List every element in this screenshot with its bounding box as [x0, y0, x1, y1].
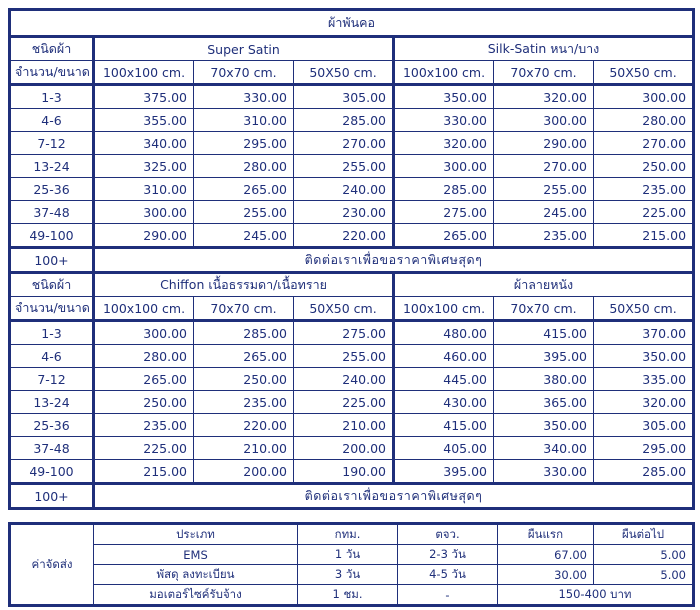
shipping-cell: 30.00: [498, 565, 594, 585]
shipping-row: [10, 565, 694, 585]
price-cell: 235.00: [594, 178, 694, 201]
price-cell: 280.00: [194, 155, 294, 178]
price-cell: 395.00: [494, 345, 594, 368]
price-cell: 240.00: [294, 178, 394, 201]
price-cell: 255.00: [294, 155, 394, 178]
shipping-cell: EMS: [94, 545, 298, 565]
price-row: [10, 132, 694, 155]
price-cell: 220.00: [194, 414, 294, 437]
size-header: 70x70 cm.: [494, 61, 594, 85]
price-cell: 350.00: [494, 414, 594, 437]
price-cell: 245.00: [494, 201, 594, 224]
price-cell: 305.00: [294, 85, 394, 109]
price-table: [8, 8, 695, 510]
qty-range: 13-24: [10, 391, 94, 414]
size-header-row: [10, 297, 694, 321]
shipping-header: กทม.: [298, 524, 398, 545]
shipping-row-moto: [10, 585, 694, 606]
shipping-cell: 5.00: [594, 565, 694, 585]
size-header: 100x100 cm.: [394, 61, 494, 85]
price-cell: 300.00: [494, 109, 594, 132]
price-row: [10, 391, 694, 414]
price-cell: 445.00: [394, 368, 494, 391]
price-cell: 250.00: [594, 155, 694, 178]
fabric-name-b: Silk-Satin หนา/บาง: [394, 37, 694, 61]
qty-size-label: จำนวน/ขนาด: [10, 297, 94, 321]
size-header-row: [10, 61, 694, 85]
shipping-header: ผืนต่อไป: [594, 524, 694, 545]
shipping-cell: 1 ชม.: [298, 585, 398, 606]
price-row: [10, 155, 694, 178]
contact-row: [10, 484, 694, 509]
price-cell: 325.00: [94, 155, 194, 178]
price-cell: 270.00: [494, 155, 594, 178]
size-header: 100x100 cm.: [394, 297, 494, 321]
size-header: 50X50 cm.: [294, 297, 394, 321]
price-row: [10, 321, 694, 345]
fabric-header-row: [10, 273, 694, 297]
price-cell: 285.00: [594, 460, 694, 484]
fabric-name-a: Chiffon เนื้อธรรมดา/เนื้อทราย: [94, 273, 394, 297]
fabric-name-b: ผ้าลายหนัง: [394, 273, 694, 297]
price-cell: 230.00: [294, 201, 394, 224]
price-cell: 215.00: [94, 460, 194, 484]
price-cell: 305.00: [594, 414, 694, 437]
price-cell: 295.00: [194, 132, 294, 155]
price-cell: 245.00: [194, 224, 294, 248]
qty-range: 49-100: [10, 224, 94, 248]
qty-range: 25-36: [10, 414, 94, 437]
price-cell: 265.00: [194, 178, 294, 201]
price-cell: 190.00: [294, 460, 394, 484]
price-cell: 210.00: [294, 414, 394, 437]
price-cell: 365.00: [494, 391, 594, 414]
shipping-label: ค่าจัดส่ง: [10, 524, 94, 606]
price-cell: 415.00: [494, 321, 594, 345]
qty-range: 37-48: [10, 201, 94, 224]
price-cell: 370.00: [594, 321, 694, 345]
fabric-header-row: [10, 37, 694, 61]
shipping-cell: 3 วัน: [298, 565, 398, 585]
qty-range: 1-3: [10, 85, 94, 109]
size-header: 50X50 cm.: [594, 61, 694, 85]
price-cell: 275.00: [294, 321, 394, 345]
shipping-cell: 4-5 วัน: [398, 565, 498, 585]
price-row: [10, 201, 694, 224]
price-cell: 270.00: [594, 132, 694, 155]
contact-qty: 100+: [10, 248, 94, 273]
shipping-cell: มอเตอร์ไซค์รับจ้าง: [94, 585, 298, 606]
price-cell: 285.00: [294, 109, 394, 132]
price-cell: 280.00: [594, 109, 694, 132]
price-cell: 355.00: [94, 109, 194, 132]
price-row: [10, 178, 694, 201]
qty-range: 4-6: [10, 109, 94, 132]
price-cell: 250.00: [194, 368, 294, 391]
price-cell: 380.00: [494, 368, 594, 391]
price-cell: 220.00: [294, 224, 394, 248]
price-cell: 280.00: [94, 345, 194, 368]
price-row: [10, 437, 694, 460]
shipping-cell: 2-3 วัน: [398, 545, 498, 565]
price-row: [10, 414, 694, 437]
price-row: [10, 460, 694, 484]
price-cell: 255.00: [294, 345, 394, 368]
price-cell: 430.00: [394, 391, 494, 414]
price-row: [10, 345, 694, 368]
price-cell: 330.00: [494, 460, 594, 484]
price-cell: 235.00: [494, 224, 594, 248]
price-cell: 320.00: [494, 85, 594, 109]
shipping-table: [8, 522, 695, 607]
price-cell: 350.00: [394, 85, 494, 109]
size-header: 50X50 cm.: [294, 61, 394, 85]
price-cell: 255.00: [194, 201, 294, 224]
contact-text: ติดต่อเราเพื่อขอราคาพิเศษสุดๆ: [94, 248, 694, 273]
price-cell: 265.00: [394, 224, 494, 248]
qty-range: 1-3: [10, 321, 94, 345]
shipping-cell: 67.00: [498, 545, 594, 565]
price-cell: 275.00: [394, 201, 494, 224]
qty-range: 7-12: [10, 368, 94, 391]
qty-size-label: จำนวน/ขนาด: [10, 61, 94, 85]
price-cell: 225.00: [594, 201, 694, 224]
qty-range: 7-12: [10, 132, 94, 155]
title-row: [10, 10, 694, 37]
price-cell: 330.00: [194, 85, 294, 109]
size-header: 100x100 cm.: [94, 61, 194, 85]
shipping-cell: 1 วัน: [298, 545, 398, 565]
shipping-header: ประเภท: [94, 524, 298, 545]
qty-range: 49-100: [10, 460, 94, 484]
price-cell: 290.00: [94, 224, 194, 248]
price-row: [10, 109, 694, 132]
shipping-header: ตจว.: [398, 524, 498, 545]
qty-range: 4-6: [10, 345, 94, 368]
price-cell: 460.00: [394, 345, 494, 368]
price-cell: 310.00: [94, 178, 194, 201]
price-cell: 340.00: [494, 437, 594, 460]
contact-text: ติดต่อเราเพื่อขอราคาพิเศษสุดๆ: [94, 484, 694, 509]
qty-range: 37-48: [10, 437, 94, 460]
price-cell: 405.00: [394, 437, 494, 460]
qty-range: 13-24: [10, 155, 94, 178]
price-cell: 310.00: [194, 109, 294, 132]
price-cell: 250.00: [94, 391, 194, 414]
price-cell: 225.00: [294, 391, 394, 414]
price-cell: 225.00: [94, 437, 194, 460]
price-cell: 285.00: [194, 321, 294, 345]
shipping-table-container: [8, 522, 692, 607]
price-cell: 200.00: [294, 437, 394, 460]
qty-range: 25-36: [10, 178, 94, 201]
price-cell: 300.00: [394, 155, 494, 178]
contact-row: [10, 248, 694, 273]
fabric-name-a: Super Satin: [94, 37, 394, 61]
shipping-cell: 5.00: [594, 545, 694, 565]
price-cell: 255.00: [494, 178, 594, 201]
price-cell: 285.00: [394, 178, 494, 201]
price-cell: 215.00: [594, 224, 694, 248]
size-header: 70x70 cm.: [494, 297, 594, 321]
price-cell: 300.00: [594, 85, 694, 109]
shipping-row: [10, 545, 694, 565]
price-cell: 235.00: [94, 414, 194, 437]
size-header: 100x100 cm.: [94, 297, 194, 321]
price-cell: 200.00: [194, 460, 294, 484]
fabric-label: ชนิดผ้า: [10, 37, 94, 61]
size-header: 50X50 cm.: [594, 297, 694, 321]
contact-qty: 100+: [10, 484, 94, 509]
price-cell: 480.00: [394, 321, 494, 345]
price-table-container: [8, 8, 692, 510]
price-cell: 350.00: [594, 345, 694, 368]
price-cell: 265.00: [94, 368, 194, 391]
price-cell: 265.00: [194, 345, 294, 368]
price-cell: 300.00: [94, 321, 194, 345]
price-row: [10, 224, 694, 248]
price-cell: 235.00: [194, 391, 294, 414]
shipping-cell: พัสดุ ลงทะเบียน: [94, 565, 298, 585]
price-cell: 300.00: [94, 201, 194, 224]
price-cell: 295.00: [594, 437, 694, 460]
table-title: ผ้าพันคอ: [10, 10, 694, 37]
price-cell: 375.00: [94, 85, 194, 109]
price-cell: 320.00: [394, 132, 494, 155]
fabric-label: ชนิดผ้า: [10, 273, 94, 297]
shipping-header-row: [10, 524, 694, 545]
price-cell: 270.00: [294, 132, 394, 155]
price-cell: 320.00: [594, 391, 694, 414]
shipping-cell: 150-400 บาท: [498, 585, 694, 606]
price-cell: 340.00: [94, 132, 194, 155]
price-cell: 335.00: [594, 368, 694, 391]
price-row: [10, 85, 694, 109]
price-cell: 330.00: [394, 109, 494, 132]
price-cell: 240.00: [294, 368, 394, 391]
price-cell: 290.00: [494, 132, 594, 155]
shipping-header: ผืนแรก: [498, 524, 594, 545]
price-row: [10, 368, 694, 391]
price-cell: 415.00: [394, 414, 494, 437]
shipping-cell: -: [398, 585, 498, 606]
price-cell: 395.00: [394, 460, 494, 484]
size-header: 70x70 cm.: [194, 297, 294, 321]
size-header: 70x70 cm.: [194, 61, 294, 85]
price-cell: 210.00: [194, 437, 294, 460]
